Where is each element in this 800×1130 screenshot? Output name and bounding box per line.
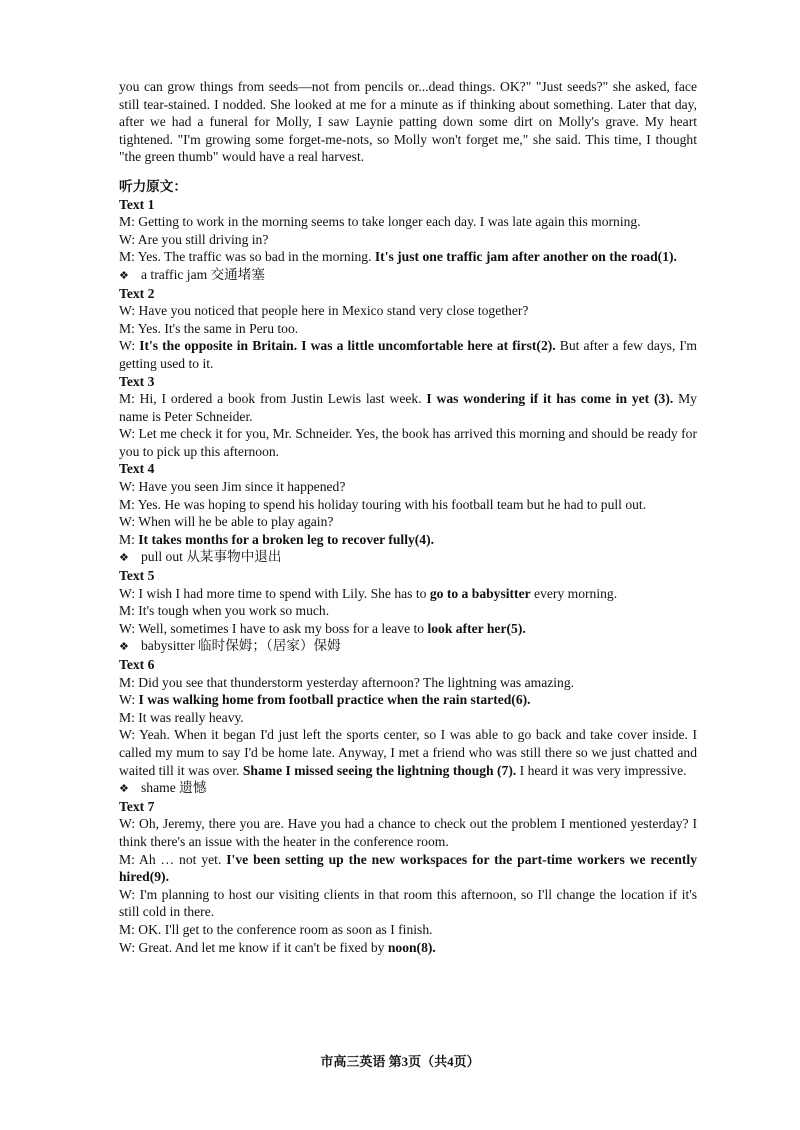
dialogue-line [119, 248, 697, 266]
answer-key-text: It's just one traffic jam after another on the road(1). [374, 249, 677, 265]
document-body [119, 78, 697, 956]
dialogue-line [119, 815, 697, 850]
dialogue-text: M: Yes. It's the same in Peru too. [119, 320, 299, 336]
dialogue-text: W: Have you seen Jim since it happened? [119, 479, 346, 495]
dialogue-text: W: Are you still driving in? [119, 231, 269, 247]
dialogue-text: My name is Peter Schneider. [119, 391, 697, 424]
text-title: Text 6 [119, 657, 155, 672]
dialogue-line [119, 213, 697, 231]
dialogue-text: W: Great. And let me know if it can't be fixed by [119, 939, 388, 955]
dialogue-text: M: Yes. He was hoping to spend his holiday touring with his football team but he had to pull out. [119, 496, 647, 512]
answer-key-text: noon(8). [387, 939, 436, 955]
dialogue-text: W: Let me check it for you, Mr. Schneider. Yes, the book has arrived this morning and should be ready for you to pick up this afternoon. [119, 426, 697, 459]
dialogue-line [119, 478, 697, 496]
dialogue-line [119, 939, 697, 957]
diamond-bullet-icon: ❖ [119, 551, 129, 565]
answer-key-text: I've been setting up the new workspaces for the part-time workers we recently hired(9). [119, 851, 697, 885]
dialogue-line [119, 513, 697, 531]
dialogue-text: W: Have you noticed that people here in Mexico stand very close together? [119, 303, 529, 319]
dialogue-line [119, 921, 697, 939]
text-title: Text 1 [119, 196, 155, 212]
diamond-bullet-icon: ❖ [119, 268, 129, 282]
dialogue-text: W: [119, 692, 139, 708]
dialogue-text: every morning. [530, 585, 618, 601]
vocab-note-text: shame 遗憾 [141, 780, 207, 796]
text-title: Text 5 [119, 568, 155, 584]
vocab-note-text: babysitter 临时保姆；（居家）保姆 [141, 638, 341, 654]
dialogue-line [119, 496, 697, 514]
dialogue-text: W: Yeah. When it began I'd just left the sports center, so I was able to go back and take cover inside. I called my mum to say I'd be home late. Anyway, I met a friend who was still there so we just chatted and waited till it was over. [119, 727, 697, 778]
dialogue-line [119, 886, 697, 921]
dialogue-text: I heard it was very impressive. [516, 762, 687, 778]
transcript-list [119, 196, 697, 957]
transcript-section [119, 656, 697, 798]
dialogue-line [119, 531, 697, 549]
diamond-bullet-icon: ❖ [119, 782, 129, 796]
dialogue-line [119, 302, 697, 320]
dialogue-line [119, 602, 697, 620]
transcript-section [119, 196, 697, 285]
vocab-note [119, 637, 697, 656]
answer-key-text: go to a babysitter [429, 585, 531, 601]
dialogue-line [119, 390, 697, 425]
dialogue-text: But after a few days, I'm getting used to it. [119, 338, 697, 371]
text-title: Text 4 [119, 461, 155, 477]
dialogue-text: M: [119, 531, 139, 547]
dialogue-text: W: I'm planning to host our visiting clients in that room this afternoon, so I'll change the location if it's still cold in there. [119, 886, 697, 920]
text-title: Text 3 [119, 373, 155, 389]
dialogue-line [119, 231, 697, 249]
vocab-note [119, 266, 697, 285]
transcript-section [119, 567, 697, 656]
vocab-note-text: pull out 从某事物中退出 [141, 549, 282, 565]
answer-key-text: It takes months for a broken leg to recover fully(4). [138, 531, 435, 547]
vocab-note [119, 779, 697, 798]
dialogue-line [119, 691, 697, 709]
answer-key-text: I was wondering if it has come in yet (3). [426, 391, 674, 407]
dialogue-line [119, 674, 697, 692]
vocab-note [119, 548, 697, 567]
dialogue-text: M: Getting to work in the morning seems to take longer each day. I was late again this morning. [119, 214, 641, 230]
transcript-section [119, 460, 697, 567]
dialogue-line [119, 709, 697, 727]
dialogue-line [119, 320, 697, 338]
text-title: Text 2 [119, 285, 155, 301]
dialogue-text: M: It was really heavy. [119, 709, 244, 725]
page-footer: 市高三英语 第3页（共4页） [320, 1054, 480, 1069]
dialogue-line [119, 726, 697, 779]
dialogue-text: M: Ah … not yet. [119, 851, 227, 867]
vocab-note-text: a traffic jam 交通堵塞 [141, 266, 265, 282]
dialogue-line [119, 425, 697, 460]
transcript-section [119, 285, 697, 373]
dialogue-text: W: [119, 338, 140, 354]
intro-paragraph: you can grow things from seeds—not from pencils or...dead things. OK?" "Just seeds?" she asked, face still tear-stained. I nodded. She looked at me for a minute as if thinking about something. Later that day, after we had a funeral for Molly, I saw Laynie patting down some dirt on Molly's grave. My heart tightened. "I'm growing some forget-me-nots, so Molly won't forget me," she said. This time, I thought "the green thumb" would have a real harvest. [119, 79, 697, 165]
text-title: Text 7 [119, 798, 155, 814]
diamond-bullet-icon: ❖ [119, 640, 129, 654]
dialogue-line [119, 337, 697, 372]
dialogue-line [119, 851, 697, 886]
dialogue-text: M: Did you see that thunderstorm yesterday afternoon? The lightning was amazing. [119, 674, 575, 690]
dialogue-text: M: OK. I'll get to the conference room as soon as I finish. [119, 921, 433, 937]
answer-key-text: look after her(5). [427, 620, 526, 636]
dialogue-text: W: Well, sometimes I have to ask my boss for a leave to [119, 620, 428, 636]
dialogue-text: M: Hi, I ordered a book from Justin Lewis last week. [119, 391, 427, 407]
dialogue-line [119, 620, 697, 638]
dialogue-line [119, 585, 697, 603]
dialogue-text: M: It's tough when you work so much. [119, 603, 330, 619]
answer-key-text: It's the opposite in Britain. I was a little uncomfortable here at first(2). [139, 338, 556, 354]
dialogue-text: W: Oh, Jeremy, there you are. Have you had a chance to check out the problem I mentioned yesterday? I think there's an issue with the heater in the conference room. [119, 816, 697, 849]
dialogue-text: M: Yes. The traffic was so bad in the morning. [119, 249, 375, 265]
dialogue-text: W: I wish I had more time to spend with Lily. She has to [119, 585, 430, 601]
section-heading: 听力原文： [119, 178, 187, 194]
transcript-section [119, 798, 697, 956]
transcript-section [119, 373, 697, 461]
answer-key-text: I was walking home from football practice when the rain started(6). [138, 692, 531, 708]
answer-key-text: Shame I missed seeing the lightning though (7). [242, 762, 517, 778]
dialogue-text: W: When will he be able to play again? [119, 514, 334, 530]
